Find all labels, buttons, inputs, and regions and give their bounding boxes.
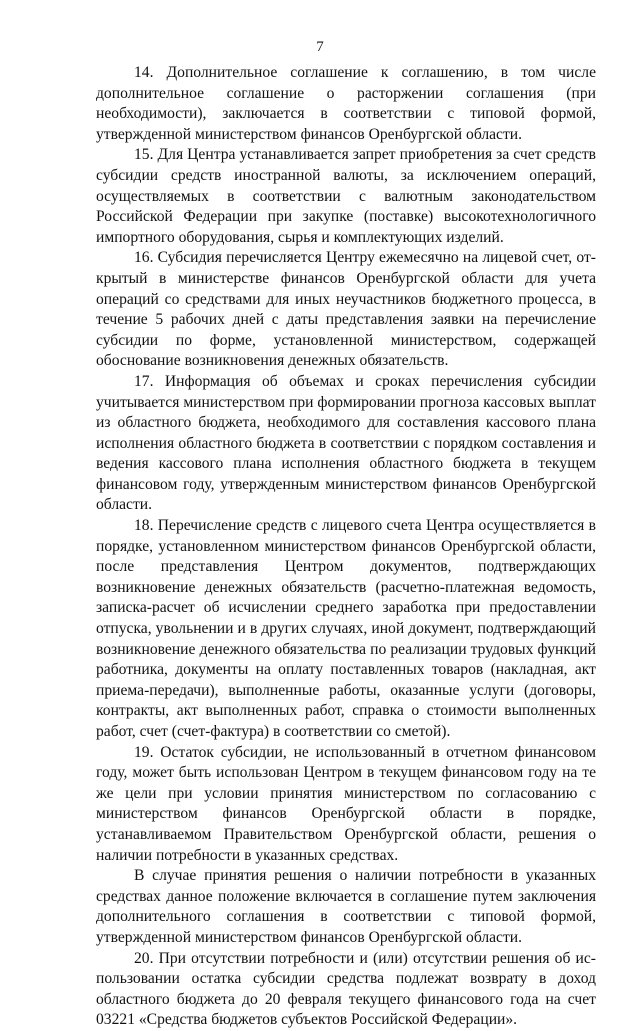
paragraph-15: 15. Для Центра устанавливается запрет приобретения за счет средств субсидии средств иностранной валюты, за исключением операций, осуществляемых в соответствии с валютным законодательством Российской Федерации при закупке (поставке) высокотехнологичного импортного оборудования, сырья и комплектующих изделий. xyxy=(96,146,596,246)
paragraph-16: 16. Субсидия перечисляется Центру ежемесячно на лицевой счет, открытый в министерстве финансов Оренбургской области для учета операций со средствами для иных неучастников бюджетного процесса, в течение 5 рабочих дней с даты представления заявки на перечисление субсидии по форме, установленной министерством, содержащей обоснование возникновения денежных обязательств. xyxy=(96,249,596,370)
paragraph-19-continuation: В случае принятия решения о наличии потребности в указанных средствах данное положение включается в соглашение путем заключения дополнительного соглашения в соответствии с типовой формой, утвержденной министерством финансов Оренбургской области. xyxy=(96,867,596,946)
paragraph-19: 19. Остаток субсидии, не использованный в отчетном финансовом году, может быть использован Центром в текущем финансовом году на те же цели при условии принятия министерством по согласованию с министерством финансов Оренбургской области в порядке, устанавливаемом Правительством Оренбургской области, решения о наличии потребности в указанных средствах. xyxy=(96,743,596,864)
paragraph-17: 17. Информация об объемах и сроках перечисления субсидии учитывается министерством при формировании прогноза кассовых выплат из областного бюджета, необходимого для составления кассового плана исполнения областного бюджета в соответствии с порядком составления и ведения кассового плана исполнения областного бюджета в текущем финансовом году, утвержденным министерством финансов Оренбургской области. xyxy=(96,372,596,514)
document-body xyxy=(96,63,596,1031)
page-number: 7 xyxy=(316,39,324,55)
paragraph-18: 18. Перечисление средств с лицевого счета Центра осуществляется в порядке, установленном министерством финансов Оренбургской области, после представления Центром документов, подтверждающих возникновение денежных обязательств (расчетно-платежная ведомость, записка-расчет об исчислении среднего заработка при предоставлении отпуска, увольнении и в других случаях, иной документ, подтверждающий возникновение денежного обязательства по реализации трудовых функций работника, документы на оплату поставленных товаров (накладная, акт приема-передачи), выполненные работы, оказанные услуги (договоры, контракты, акт выполненных работ, справка о стоимости выполненных работ, счет (счет-фактура) в соответствии со сметой). xyxy=(96,517,596,740)
paragraph-14: 14. Дополнительное соглашение к соглашению, в том числе дополнительное соглашение о расторжении соглашения (при необходимости), заключается в соответствии с типовой формой, утвержденной министерством финансов Оренбургской области. xyxy=(96,64,596,143)
paragraph-20: 20. При отсутствии потребности и (или) отсутствии решения об использовании остатка субсидии средства подлежат возврату в доход областного бюджета до 20 февраля текущего финансового года на счет 03221 «Средства бюджетов субъектов Российской Федерации». xyxy=(96,949,596,1029)
